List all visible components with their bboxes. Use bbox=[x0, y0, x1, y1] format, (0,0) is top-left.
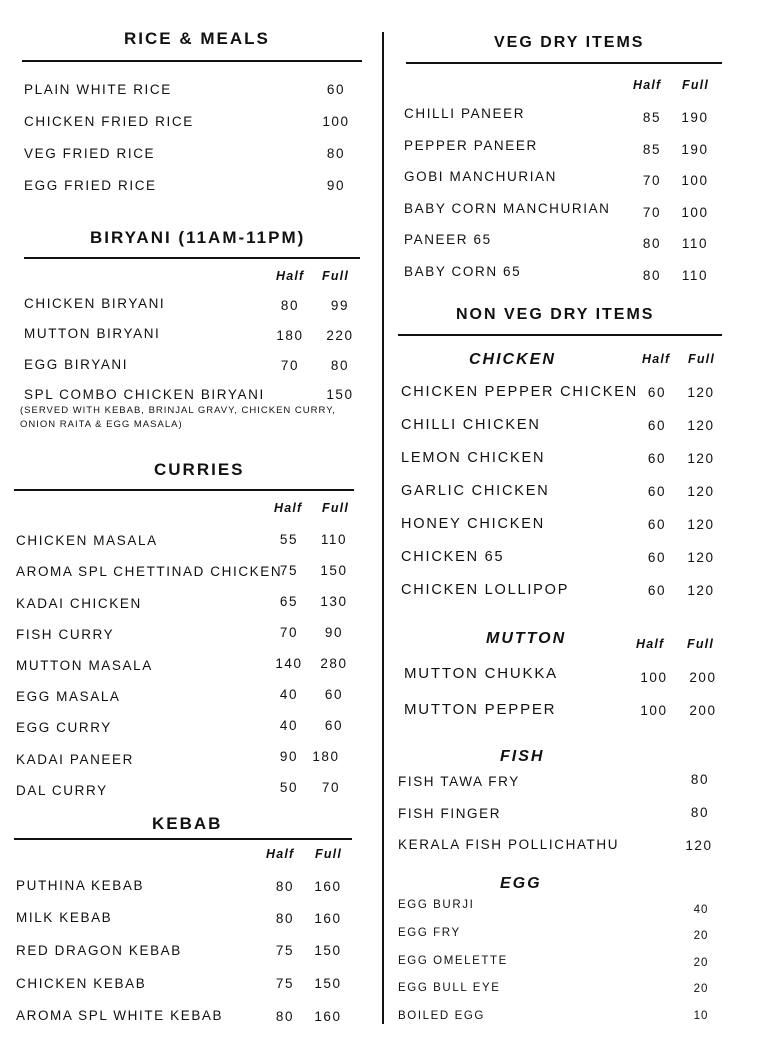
menu-item-name: EGG OMELETTE bbox=[398, 955, 508, 967]
menu-item-full-price: 150 bbox=[314, 943, 342, 958]
combo-note: ONION RAITA & EGG MASALA) bbox=[20, 419, 183, 430]
half-header: Half bbox=[636, 637, 665, 651]
menu-item-full-price: 220 bbox=[326, 328, 354, 343]
menu-item-half-price: 80 bbox=[275, 1009, 295, 1024]
menu-item-price: 20 bbox=[693, 983, 709, 995]
menu-item-name: CHICKEN 65 bbox=[401, 549, 505, 565]
menu-item-half-price: 80 bbox=[275, 879, 295, 894]
menu-item-name: FISH CURRY bbox=[16, 627, 115, 642]
combo-note: (SERVED WITH KEBAB, BRINJAL GRAVY, CHICKEN CURRY, bbox=[20, 405, 336, 416]
menu-item-full-price: 100 bbox=[681, 205, 709, 220]
menu-item-full-price: 190 bbox=[681, 110, 709, 125]
full-header: Full bbox=[322, 269, 350, 283]
menu-item-half-price: 40 bbox=[279, 718, 299, 733]
menu-item-half-price: 80 bbox=[280, 298, 300, 313]
menu-item-price: 10 bbox=[693, 1010, 709, 1022]
menu-item-name: MUTTON MASALA bbox=[16, 658, 153, 673]
menu-item-name: EGG FRIED RICE bbox=[24, 178, 157, 193]
menu-item-full-price: 200 bbox=[689, 703, 717, 718]
menu-item-half-price: 60 bbox=[647, 583, 667, 598]
menu-item-full-price: 190 bbox=[681, 142, 709, 157]
menu-item-name: CHICKEN KEBAB bbox=[16, 976, 147, 991]
menu-item-price: 90 bbox=[326, 178, 346, 193]
non-veg-dry-title: NON VEG DRY ITEMS bbox=[456, 306, 655, 323]
menu-item-price: 100 bbox=[322, 114, 350, 129]
menu-item-name: PANEER 65 bbox=[404, 232, 492, 247]
menu-item-half-price: 75 bbox=[275, 976, 295, 991]
mutton-subtitle: MUTTON bbox=[486, 630, 567, 647]
menu-item-name: EGG FRY bbox=[398, 927, 461, 939]
half-header: Half bbox=[633, 78, 662, 92]
menu-item-price: 60 bbox=[326, 82, 346, 97]
menu-item-full-price: 120 bbox=[687, 385, 715, 400]
divider bbox=[406, 62, 722, 64]
menu-item-full-price: 150 bbox=[314, 976, 342, 991]
menu-item-full-price: 180 bbox=[312, 749, 340, 764]
menu-item-price: 120 bbox=[685, 838, 713, 853]
menu-item-price: 40 bbox=[693, 904, 709, 916]
menu-item-name: LEMON CHICKEN bbox=[401, 450, 546, 466]
menu-item-name: BOILED EGG bbox=[398, 1010, 485, 1022]
menu-item-full-price: 110 bbox=[681, 268, 709, 283]
menu-item-name: HONEY CHICKEN bbox=[401, 516, 545, 532]
menu-item-half-price: 80 bbox=[642, 236, 662, 251]
menu-item-half-price: 90 bbox=[279, 749, 299, 764]
menu-item-full-price: 90 bbox=[324, 625, 344, 640]
menu-item-half-price: 60 bbox=[647, 385, 667, 400]
menu-item-name: GARLIC CHICKEN bbox=[401, 483, 550, 499]
rice-title: RICE & MEALS bbox=[124, 29, 270, 48]
full-header: Full bbox=[687, 637, 715, 651]
menu-item-name: FISH TAWA FRY bbox=[398, 774, 520, 789]
half-header: Half bbox=[274, 501, 303, 515]
menu-item-name: PLAIN WHITE RICE bbox=[24, 82, 172, 97]
menu-item-full-price: 150 bbox=[326, 387, 354, 402]
menu-item-full-price: 200 bbox=[689, 670, 717, 685]
menu-item-name: KADAI CHICKEN bbox=[16, 596, 142, 611]
menu-item-full-price: 60 bbox=[324, 687, 344, 702]
menu-item-full-price: 60 bbox=[324, 718, 344, 733]
menu-item-name: PEPPER PANEER bbox=[404, 138, 538, 153]
menu-item-full-price: 110 bbox=[320, 532, 348, 547]
menu-item-name: EGG BULL EYE bbox=[398, 982, 501, 994]
menu-item-name: SPL COMBO CHICKEN BIRYANI bbox=[24, 387, 265, 402]
menu-item-half-price: 180 bbox=[276, 328, 304, 343]
menu-item-full-price: 70 bbox=[321, 780, 341, 795]
full-header: Full bbox=[682, 78, 710, 92]
menu-item-name: EGG MASALA bbox=[16, 689, 121, 704]
menu-item-name: CHILLI CHICKEN bbox=[401, 417, 541, 433]
menu-item-name: EGG BURJI bbox=[398, 899, 475, 911]
menu-item-full-price: 80 bbox=[330, 358, 350, 373]
divider bbox=[398, 334, 722, 336]
menu-item-name: PUTHINA KEBAB bbox=[16, 878, 145, 893]
menu-item-name: CHICKEN BIRYANI bbox=[24, 296, 166, 311]
divider bbox=[14, 838, 352, 840]
full-header: Full bbox=[322, 501, 350, 515]
divider bbox=[22, 60, 362, 62]
menu-item-name: FISH FINGER bbox=[398, 806, 502, 821]
half-header: Half bbox=[276, 269, 305, 283]
menu-item-half-price: 70 bbox=[280, 358, 300, 373]
menu-item-price: 80 bbox=[326, 146, 346, 161]
menu-item-half-price: 100 bbox=[640, 670, 668, 685]
menu-item-full-price: 100 bbox=[681, 173, 709, 188]
menu-item-half-price: 60 bbox=[647, 451, 667, 466]
menu-item-full-price: 130 bbox=[320, 594, 348, 609]
menu-item-half-price: 140 bbox=[275, 656, 303, 671]
half-header: Half bbox=[266, 847, 295, 861]
menu-item-name: CHICKEN PEPPER CHICKEN bbox=[401, 384, 638, 400]
menu-item-price: 80 bbox=[690, 805, 710, 820]
menu-item-half-price: 85 bbox=[642, 142, 662, 157]
full-header: Full bbox=[688, 352, 716, 366]
menu-item-half-price: 80 bbox=[642, 268, 662, 283]
menu-item-price: 80 bbox=[690, 772, 710, 787]
menu-item-name: KERALA FISH POLLICHATHU bbox=[398, 837, 620, 852]
menu-item-name: RED DRAGON KEBAB bbox=[16, 943, 182, 958]
menu-item-half-price: 60 bbox=[647, 484, 667, 499]
menu-item-name: EGG CURRY bbox=[16, 720, 112, 735]
kebab-title: KEBAB bbox=[152, 814, 223, 833]
menu-item-name: BABY CORN MANCHURIAN bbox=[404, 201, 611, 216]
menu-item-half-price: 70 bbox=[279, 625, 299, 640]
menu-item-half-price: 60 bbox=[647, 517, 667, 532]
fish-subtitle: FISH bbox=[500, 748, 545, 765]
menu-item-name: CHICKEN FRIED RICE bbox=[24, 114, 194, 129]
menu-item-half-price: 60 bbox=[647, 550, 667, 565]
menu-item-name: CHILLI PANEER bbox=[404, 106, 526, 121]
menu-item-name: EGG BIRYANI bbox=[24, 357, 129, 372]
chicken-subtitle: CHICKEN bbox=[469, 351, 556, 368]
menu-item-half-price: 70 bbox=[642, 173, 662, 188]
menu-item-half-price: 75 bbox=[275, 943, 295, 958]
menu-item-full-price: 120 bbox=[687, 451, 715, 466]
menu-item-full-price: 120 bbox=[687, 484, 715, 499]
menu-item-half-price: 100 bbox=[640, 703, 668, 718]
menu-item-full-price: 120 bbox=[687, 418, 715, 433]
menu-item-name: DAL CURRY bbox=[16, 783, 108, 798]
menu-item-half-price: 60 bbox=[647, 418, 667, 433]
veg-dry-title: VEG DRY ITEMS bbox=[494, 34, 645, 51]
menu-item-full-price: 110 bbox=[681, 236, 709, 251]
menu-item-name: CHICKEN LOLLIPOP bbox=[401, 582, 570, 598]
egg-subtitle: EGG bbox=[500, 875, 542, 892]
menu-item-half-price: 80 bbox=[275, 911, 295, 926]
menu-item-full-price: 120 bbox=[687, 583, 715, 598]
divider bbox=[14, 489, 354, 491]
column-divider bbox=[382, 32, 384, 1024]
biryani-title: BIRYANI (11AM-11PM) bbox=[90, 228, 306, 247]
menu-item-half-price: 40 bbox=[279, 687, 299, 702]
menu-item-price: 20 bbox=[693, 930, 709, 942]
menu-item-name: CHICKEN MASALA bbox=[16, 533, 158, 548]
menu-item-half-price: 50 bbox=[279, 780, 299, 795]
full-header: Full bbox=[315, 847, 343, 861]
menu-item-full-price: 120 bbox=[687, 550, 715, 565]
menu-item-name: BABY CORN 65 bbox=[404, 264, 522, 279]
menu-item-name: KADAI PANEER bbox=[16, 752, 134, 767]
menu-item-half-price: 85 bbox=[642, 110, 662, 125]
menu-item-name: MUTTON CHUKKA bbox=[404, 665, 558, 682]
divider bbox=[24, 257, 360, 259]
menu-item-full-price: 160 bbox=[314, 879, 342, 894]
menu-item-full-price: 150 bbox=[320, 563, 348, 578]
menu-item-half-price: 55 bbox=[279, 532, 299, 547]
menu-item-full-price: 160 bbox=[314, 911, 342, 926]
menu-item-name: MUTTON BIRYANI bbox=[24, 326, 161, 341]
menu-item-name: AROMA SPL CHETTINAD CHICKEN bbox=[16, 564, 283, 579]
menu-item-full-price: 99 bbox=[330, 298, 350, 313]
menu-item-name: VEG FRIED RICE bbox=[24, 146, 156, 161]
menu-item-half-price: 75 bbox=[279, 563, 299, 578]
menu-item-full-price: 280 bbox=[320, 656, 348, 671]
menu-item-half-price: 65 bbox=[279, 594, 299, 609]
menu-item-name: MUTTON PEPPER bbox=[404, 701, 557, 718]
menu-item-name: MILK KEBAB bbox=[16, 910, 113, 925]
menu-item-full-price: 120 bbox=[687, 517, 715, 532]
menu-item-name: AROMA SPL WHITE KEBAB bbox=[16, 1008, 224, 1023]
menu-item-full-price: 160 bbox=[314, 1009, 342, 1024]
curries-title: CURRIES bbox=[154, 460, 245, 479]
menu-item-half-price: 70 bbox=[642, 205, 662, 220]
half-header: Half bbox=[642, 352, 671, 366]
menu-item-price: 20 bbox=[693, 957, 709, 969]
menu-item-name: GOBI MANCHURIAN bbox=[404, 169, 558, 184]
